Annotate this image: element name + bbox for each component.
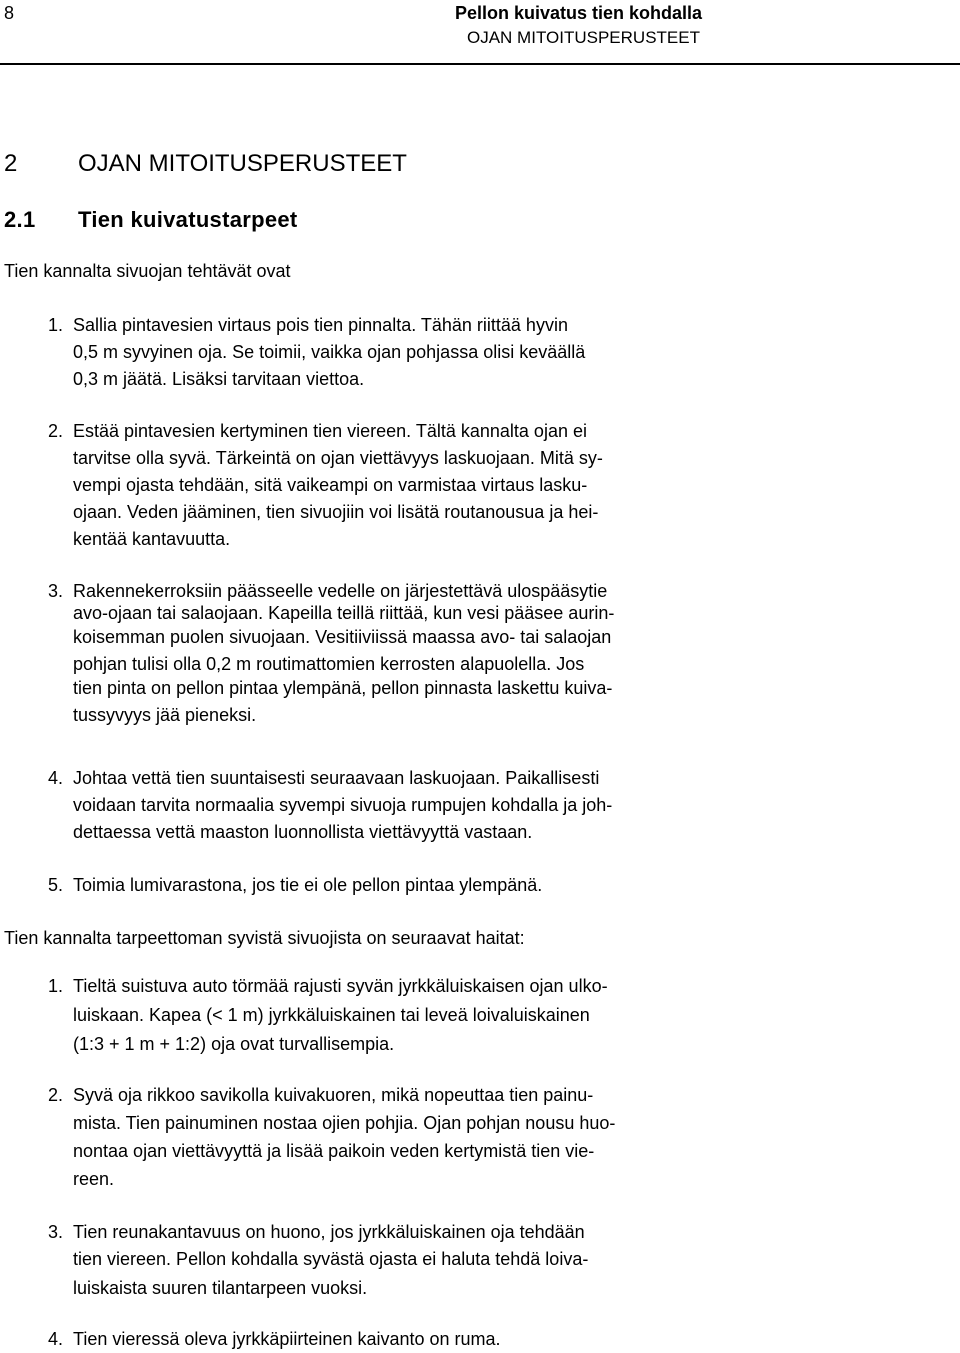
list-item-line: mista. Tien painuminen nostaa ojien pohjia. Ojan pohjan nousu huo- <box>73 1113 616 1133</box>
list-item-line: Johtaa vettä tien suuntaisesti seuraavaan laskuojaan. Paikallisesti <box>73 768 600 788</box>
list-item-line: voidaan tarvita normaalia syvempi sivuoja rumpujen kohdalla ja joh- <box>73 795 613 815</box>
list-item-line: Tien reunakantavuus on huono, jos jyrkkäluiskainen oja tehdään <box>73 1222 585 1242</box>
list-item-line: 0,5 m syvyinen oja. Se toimii, vaikka ojan pohjassa olisi keväällä <box>73 342 586 362</box>
list-item-line: pohjan tulisi olla 0,2 m routimattomien kerrosten alapuolella. Jos <box>73 654 585 674</box>
list-item-line: tien pinta on pellon pintaa ylempänä, pellon pinnasta laskettu kuiva- <box>73 678 613 698</box>
list-item-line: reen. <box>73 1169 115 1189</box>
list-item-line: tussyvyys jää pieneksi. <box>73 705 257 725</box>
list-item-line: tarvitse olla syvä. Tärkeintä on ojan viettävyys laskuojaan. Mitä sy- <box>73 448 603 468</box>
list-item-number: 1. <box>48 315 64 335</box>
running-header-title: Pellon kuivatus tien kohdalla <box>454 3 702 23</box>
list-item-number: 3. <box>48 581 64 601</box>
list-item-number: 5. <box>48 875 64 895</box>
list-item-line: dettaessa vettä maaston luonnollista viettävyyttä vastaan. <box>73 822 533 842</box>
subsection-heading <box>4 207 298 233</box>
list-item-number: 2. <box>48 421 64 441</box>
list-item-line: vempi ojasta tehdään, sitä vaikeampi on varmistaa virtaus lasku- <box>73 475 588 495</box>
list-item-number: 4. <box>48 1329 64 1349</box>
list-item-line: Syvä oja rikkoo savikolla kuivakuoren, mikä nopeuttaa tien painu- <box>73 1085 594 1105</box>
list-item-line: Tieltä suistuva auto törmää rajusti syvän jyrkkäluiskaisen ojan ulko- <box>73 976 608 996</box>
list-item-line: nontaa ojan viettävyyttä ja lisää paikoin veden kertymistä tien vie- <box>73 1141 595 1161</box>
list-item-line: ojaan. Veden jääminen, tien sivuojiin voi lisätä routanousua ja hei- <box>73 502 599 522</box>
list-item-line: koisemman puolen sivuojaan. Vesitiiviissä maassa avo- tai salaojan <box>73 627 612 647</box>
list-item-line: Estää pintavesien kertyminen tien viereen. Tältä kannalta ojan ei <box>73 421 587 441</box>
list-item-line: tien viereen. Pellon kohdalla syvästä ojasta ei haluta tehdä loiva- <box>73 1249 589 1269</box>
list-item-line: Tien vieressä oleva jyrkkäpiirteinen kaivanto on ruma. <box>73 1329 501 1349</box>
list-item-line: 0,3 m jäätä. Lisäksi tarvitaan viettoa. <box>73 369 365 389</box>
intro-paragraph: Tien kannalta tarpeettoman syvistä sivuojista on seuraavat haitat: <box>4 928 525 948</box>
list-item-line: Toimia lumivarastona, jos tie ei ole pellon pintaa ylempänä. <box>73 875 543 895</box>
section-number: 2 <box>4 150 18 177</box>
list-item-line: Sallia pintavesien virtaus pois tien pinnalta. Tähän riittää hyvin <box>73 315 568 335</box>
page-number: 8 <box>4 3 15 23</box>
list-item-line: luiskaan. Kapea (< 1 m) jyrkkäluiskainen tai leveä loivaluiskainen <box>73 1005 590 1025</box>
list-item-number: 1. <box>48 976 64 996</box>
intro-paragraph: Tien kannalta sivuojan tehtävät ovat <box>4 261 291 281</box>
list-item-line: avo-ojaan tai salaojaan. Kapeilla teillä riittää, kun vesi pääsee aurin- <box>73 603 615 623</box>
section-title: OJAN MITOITUSPERUSTEET <box>78 150 407 177</box>
subsection-number: 2.1 <box>4 207 36 232</box>
subsection-title: Tien kuivatustarpeet <box>78 207 298 232</box>
list-item-line: (1:3 + 1 m + 1:2) oja ovat turvallisempia. <box>73 1034 395 1054</box>
list-item-number: 2. <box>48 1085 64 1105</box>
running-header-subtitle: OJAN MITOITUSPERUSTEET <box>467 28 700 47</box>
list-item-number: 4. <box>48 768 64 788</box>
section-heading <box>4 150 407 178</box>
list-item-line: Rakennekerroksiin päässeelle vedelle on järjestettävä ulospääsytie <box>73 581 608 601</box>
list-item-line: luiskaista suuren tilantarpeen vuoksi. <box>73 1278 368 1298</box>
header-divider <box>0 63 960 65</box>
list-item-number: 3. <box>48 1222 64 1242</box>
list-item-line: kentää kantavuutta. <box>73 529 231 549</box>
